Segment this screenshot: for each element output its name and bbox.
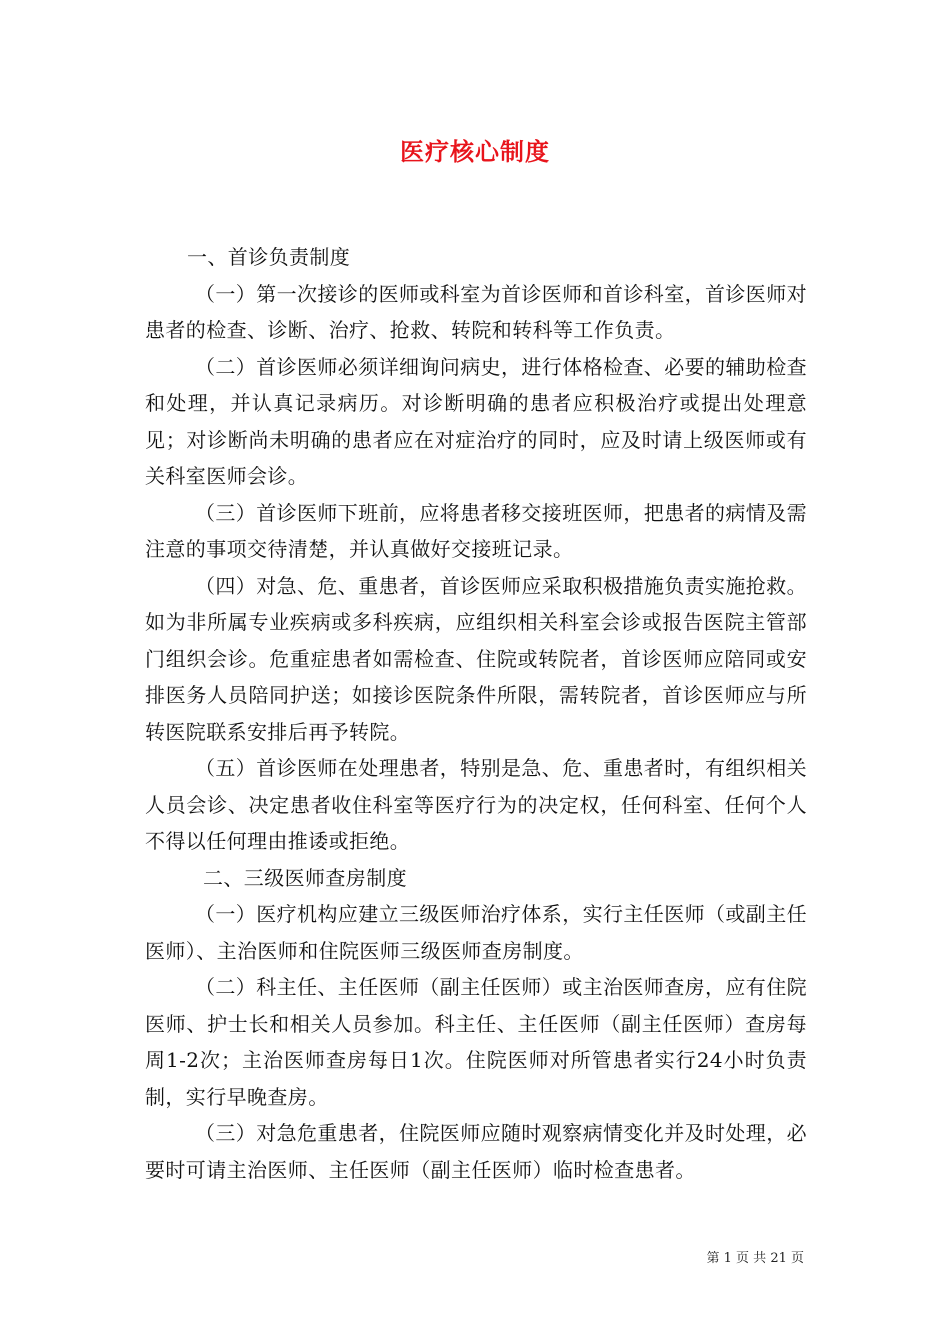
paragraph: （四）对急、危、重患者，首诊医师应采取积极措施负责实施抢救。如为非所属专业疾病或多科疾病，应组织相关科室会诊或报告医院主管部门组织会诊。危重症患者如需检查、住院或转院者，首诊医师应陪同或安排医务人员陪同护送；如接诊医院条件所限，需转院者，首诊医师应与所转医院联系安排后再予转院。 (145, 573, 807, 744)
page-number: 第 1 页 共 21 页 (706, 1251, 804, 1266)
paragraph: （一）医疗机构应建立三级医师治疗体系，实行主任医师（或副主任医师）、主治医师和住院医师三级医师查房制度。 (145, 902, 807, 963)
paragraph: （五）首诊医师在处理患者，特别是急、危、重患者时，有组织相关人员会诊、决定患者收住科室等医疗行为的决定权，任何科室、任何个人不得以任何理由推诿或拒绝。 (145, 756, 807, 853)
paragraph: （二）科主任、主任医师（副主任医师）或主治医师查房，应有住院医师、护士长和相关人员参加。科主任、主任医师（副主任医师）查房每周1-2次；主治医师查房每日1次。住院医师对所管患者实行24小时负责制，实行早晚查房。 (145, 975, 807, 1109)
paragraph: （二）首诊医师必须详细询问病史，进行体格检查、必要的辅助检查和处理，并认真记录病历。对诊断明确的患者应积极治疗或提出处理意见；对诊断尚未明确的患者应在对症治疗的同时，应及时请上级医师或有关科室医师会诊。 (145, 354, 807, 488)
paragraph: （一）第一次接诊的医师或科室为首诊医师和首诊科室，首诊医师对患者的检查、诊断、治疗、抢救、转院和转科等工作负责。 (145, 281, 807, 342)
section-heading: 一、首诊负责制度 (187, 245, 351, 269)
document-title: 医疗核心制度 (400, 137, 550, 166)
document-body (145, 239, 807, 1188)
section-heading: 二、三级医师查房制度 (203, 865, 407, 890)
paragraph: （三）对急危重患者，住院医师应随时观察病情变化并及时处理，必要时可请主治医师、主任医师（副主任医师）临时检查患者。 (145, 1121, 807, 1182)
paragraph: （三）首诊医师下班前，应将患者移交接班医师，把患者的病情及需注意的事项交待清楚，并认真做好交接班记录。 (145, 500, 807, 561)
